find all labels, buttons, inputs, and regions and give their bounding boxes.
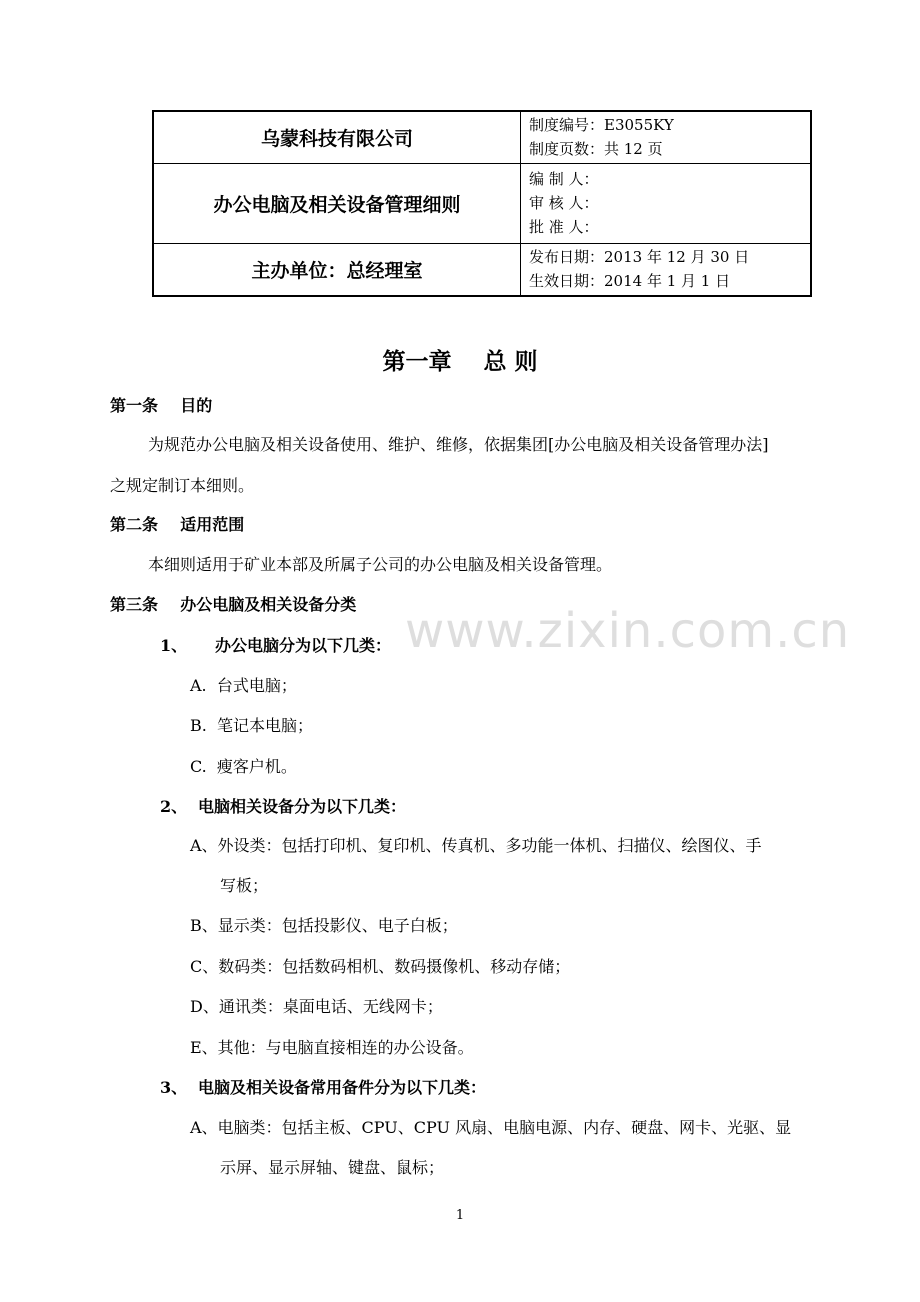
list-item-continuation: 写板； — [220, 876, 269, 895]
dates-cell — [521, 243, 812, 296]
effective-date: 生效日期：2014 年 1 月 1 日 — [529, 272, 731, 291]
list-item-continuation: 示屏、显示屏轴、键盘、鼠标； — [220, 1158, 445, 1177]
article-3-heading: 第三条 办公电脑及相关设备分类 — [110, 595, 357, 614]
watermark: www.zixin.com.cn — [405, 603, 851, 659]
list-item: B. 笔记本电脑； — [190, 716, 314, 735]
list-item: C. 瘦客户机。 — [190, 757, 297, 776]
publish-date: 发布日期：2013 年 12 月 30 日 — [529, 248, 750, 267]
list-item: A、电脑类：包括主板、CPU、CPU 风扇、电脑电源、内存、硬盘、网卡、光驱、显 — [190, 1118, 792, 1137]
article-1-paragraph-line1: 为规范办公电脑及相关设备使用、维护、维修，依据集团[办公电脑及相关设备管理办法] — [148, 435, 769, 454]
chapter-title: 第一章 总 则 — [382, 348, 538, 375]
editor-field: 编 制 人： — [529, 170, 599, 188]
article-2-heading: 第二条 适用范围 — [110, 515, 245, 534]
signoff-cell — [521, 163, 812, 243]
company-name: 乌蒙科技有限公司 — [153, 111, 521, 163]
doc-pages: 制度页数：共 12 页 — [529, 140, 663, 159]
section-1-number: 1、 — [160, 636, 188, 655]
list-item: A、外设类：包括打印机、复印机、传真机、多功能一体机、扫描仪、绘图仪、手 — [190, 836, 762, 855]
section-1-title: 办公电脑分为以下几类： — [215, 636, 392, 655]
doc-meta-cell — [521, 111, 812, 163]
doc-code: 制度编号：E3055KY — [529, 116, 674, 135]
page-number: 1 — [455, 1208, 465, 1223]
document-header-table — [152, 110, 812, 297]
list-item: A. 台式电脑； — [190, 676, 297, 695]
list-item: B、显示类：包括投影仪、电子白板； — [190, 916, 458, 935]
section-2-title: 电脑相关设备分为以下几类： — [198, 797, 407, 816]
article-1-paragraph-line2: 之规定制订本细则。 — [110, 476, 255, 495]
article-1-heading: 第一条 目的 — [110, 396, 213, 415]
section-3-number: 3、 — [160, 1078, 188, 1097]
list-item: E、其他：与电脑直接相连的办公设备。 — [190, 1038, 474, 1057]
host-department: 主办单位：总经理室 — [153, 243, 521, 296]
list-item: C、数码类：包括数码相机、数码摄像机、移动存储； — [190, 957, 571, 976]
reviewer-field: 审 核 人： — [529, 194, 599, 212]
approver-field: 批 准 人： — [529, 218, 599, 236]
list-item: D、通讯类：桌面电话、无线网卡； — [190, 997, 443, 1016]
doc-title: 办公电脑及相关设备管理细则 — [153, 163, 521, 243]
article-2-paragraph: 本细则适用于矿业本部及所属子公司的办公电脑及相关设备管理。 — [148, 555, 613, 574]
section-2-number: 2、 — [160, 797, 188, 816]
section-3-title: 电脑及相关设备常用备件分为以下几类： — [198, 1078, 487, 1097]
